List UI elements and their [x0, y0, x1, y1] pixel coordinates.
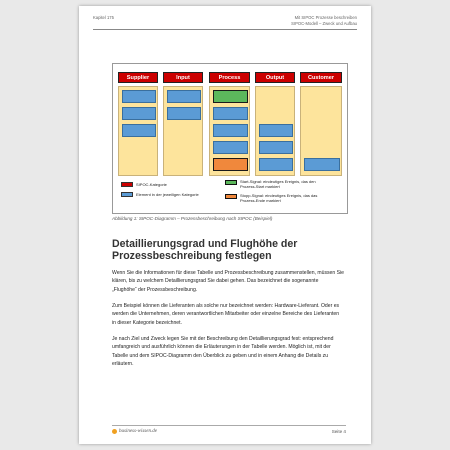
legend-swatch-element — [121, 192, 133, 197]
legend-swatch-start — [225, 180, 237, 185]
output-element — [259, 158, 293, 171]
running-header-subtitle: SIPOC-Modell – Zweck und Aufbau — [291, 21, 357, 26]
legend-start-line2: Prozess-Start markiert — [240, 184, 280, 189]
legend-stop-line2: Prozess-Ende markiert — [240, 198, 281, 203]
header-divider — [93, 29, 357, 30]
legend-start-line1: Start-Signal: eindeutiges Ereignis, das den — [240, 179, 316, 184]
input-element — [167, 90, 201, 103]
running-header — [291, 15, 357, 27]
start-signal-element — [213, 90, 248, 103]
column-header-supplier: Supplier — [118, 72, 158, 83]
running-header-title: Mit SIPOC Prozesse beschreiben — [294, 15, 357, 20]
sipoc-diagram — [112, 63, 348, 214]
legend-swatch-category — [121, 182, 133, 187]
legend-stop-line1: Stopp-Signal: eindeutiges Ereignis, das das — [240, 193, 318, 198]
legend-swatch-stop — [225, 194, 237, 199]
column-header-output: Output — [255, 72, 295, 83]
output-element — [259, 141, 293, 154]
legend-category-label: SIPOC-Kategorie — [136, 182, 167, 187]
column-header-process: Process — [209, 72, 250, 83]
input-element — [167, 107, 201, 120]
document-page — [79, 6, 371, 444]
customer-element — [304, 158, 340, 171]
logo-dot-icon — [112, 429, 117, 434]
stop-signal-element — [213, 158, 248, 171]
footer-logo — [112, 429, 157, 434]
supplier-element — [122, 107, 156, 120]
output-element — [259, 124, 293, 137]
column-header-input: Input — [163, 72, 203, 83]
column-header-customer: Customer — [300, 72, 342, 83]
column-area-output — [255, 86, 295, 176]
body-paragraph: Je nach Ziel und Zweck legen Sie mit der Beschreibung den Detaillierungsgrad fest: entsprechend umfangreich und ausführlich können die Erläuterungen in der Tabelle werden. Möglich ist, mit der Tabelle und dem SIPOC-Diagramm den Überblick zu geben und in einem Anhang die Details zu erläutern. — [112, 336, 334, 367]
column-area-process — [209, 86, 250, 176]
page-number: Seite 4 — [331, 429, 346, 434]
supplier-element — [122, 124, 156, 137]
footer-divider — [112, 425, 346, 426]
column-area-input — [163, 86, 203, 176]
footer-logo-text: business-wissen.de — [119, 429, 157, 434]
column-area-customer — [300, 86, 342, 176]
legend-element-label: Element in der jeweiligen Kategorie — [136, 192, 199, 197]
section-heading: Detaillierungsgrad und Flughöhe der Prozessbeschreibung festlegen — [112, 238, 298, 262]
column-area-supplier — [118, 86, 158, 176]
figure-caption: Abbildung 1: SIPOC-Diagramm – Prozessbeschreibung nach SIPOC (Beispiel) — [112, 216, 273, 221]
chapter-label: Kapitel 175 — [93, 15, 114, 20]
legend-start-label — [240, 179, 316, 189]
body-paragraph: Wenn Sie die Informationen für diese Tabelle und Prozessbeschreibung zusammenstellen, müssen Sie klären, bis zu welchem Detaillierungsgrad Sie dabei gehen. Das bezeichnet die sogenannte „Flughöhe“ der Prozessbeschreibung. — [112, 270, 344, 293]
process-element — [213, 107, 248, 120]
legend-stop-label — [240, 193, 317, 203]
process-element — [213, 124, 248, 137]
supplier-element — [122, 90, 156, 103]
body-paragraph: Zum Beispiel können die Lieferanten als solche nur bezeichnet werden: Hardware-Lieferant. Oder es werden die Unternehmen, deren verantwortlichen Mitarbeiter oder einzelne Bereiche des Lieferanten in dieser Kategorie bezeichnet. — [112, 303, 340, 326]
process-element — [213, 141, 248, 154]
